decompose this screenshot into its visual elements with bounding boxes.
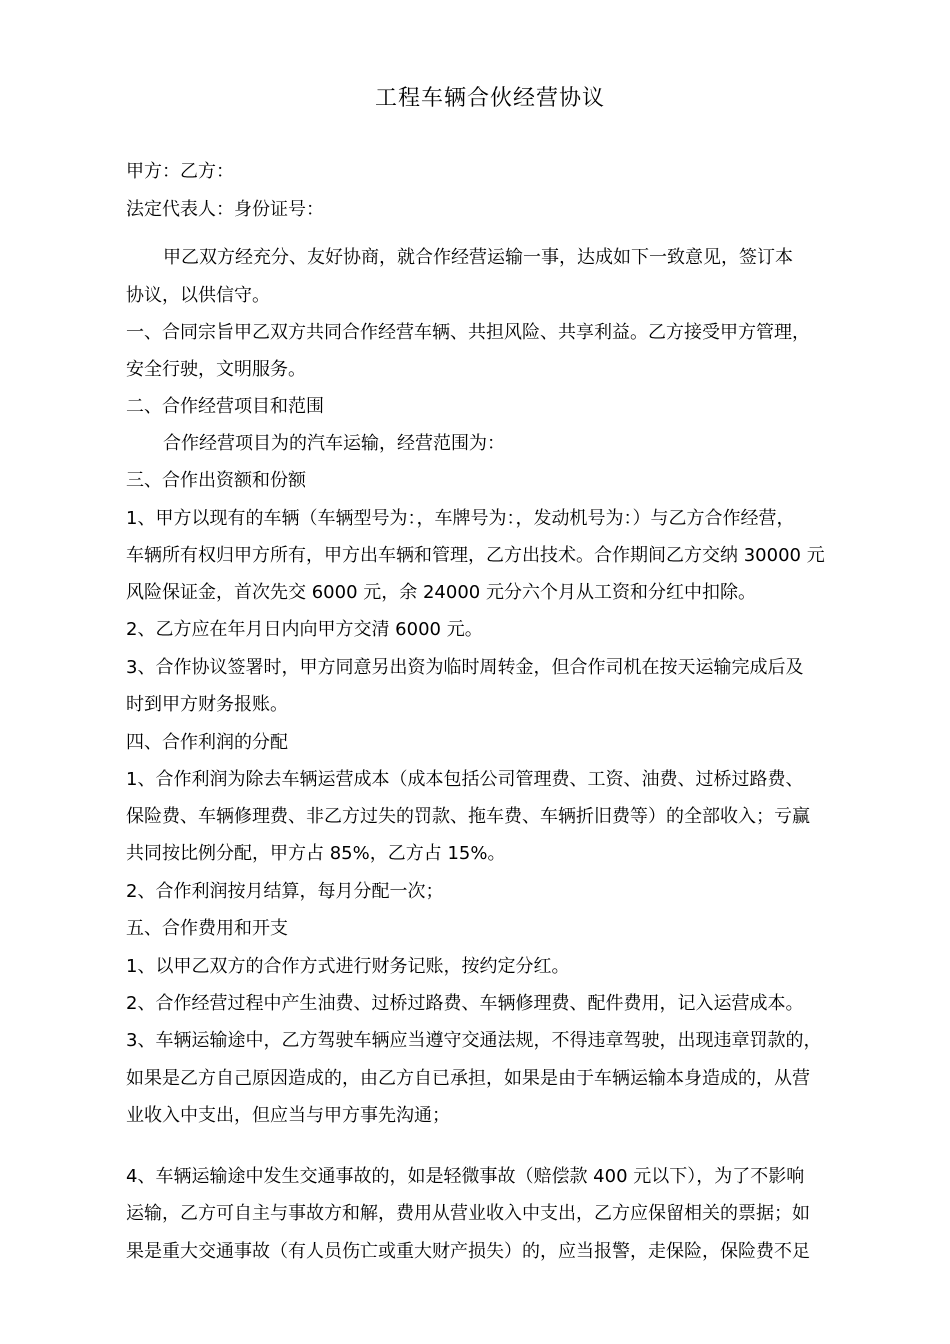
clause-line: 1、合作利润为除去车辆运营成本（成本包括公司管理费、工资、油费、过桥过路费、: [126, 769, 804, 790]
section-heading-line: 一、合同宗旨甲乙双方共同合作经营车辆、共担风险、共享利益。乙方接受甲方管理，: [126, 322, 810, 343]
paragraph-line: 业收入中支出，但应当与甲方事先沟通；: [126, 1105, 450, 1126]
document-title: 工程车辆合伙经营协议: [374, 86, 605, 111]
party-line: 甲方：乙方：: [126, 161, 234, 182]
paragraph-line: 安全行驶，文明服务。: [126, 359, 306, 380]
paragraph-line: 运输，乙方可自主与事故方和解，费用从营业收入中支出，乙方应保留相关的票据；如: [126, 1203, 810, 1224]
section-heading: 三、合作出资额和份额: [126, 470, 306, 491]
paragraph-line: 合作经营项目为的汽车运输，经营范围为：: [163, 433, 505, 454]
paragraph-line: 风险保证金，首次先交 6000 元，余 24000 元分六个月从工资和分红中扣除。: [126, 582, 756, 603]
representative-line: 法定代表人：身份证号：: [126, 199, 324, 220]
paragraph-line: 如果是乙方自己原因造成的，由乙方自已承担，如果是由于车辆运输本身造成的，从营: [126, 1068, 810, 1089]
clause-line: 2、乙方应在年月日内向甲方交清 6000 元。: [126, 619, 483, 640]
paragraph-line: 保险费、车辆修理费、非乙方过失的罚款、拖车费、车辆折旧费等）的全部收入；亏赢: [126, 806, 810, 827]
clause-line: 2、合作经营过程中产生油费、过桥过路费、车辆修理费、配件费用，记入运营成本。: [126, 993, 804, 1014]
section-heading: 四、合作利润的分配: [126, 732, 288, 753]
paragraph-line: 车辆所有权归甲方所有，甲方出车辆和管理，乙方出技术。合作期间乙方交纳 30000 元: [126, 545, 825, 566]
clause-line: 1、甲方以现有的车辆（车辆型号为：，车牌号为：，发动机号为：）与乙方合作经营，: [126, 508, 795, 529]
clause-line: 2、合作利润按月结算，每月分配一次；: [126, 881, 444, 902]
clause-line: 1、以甲乙双方的合作方式进行财务记账，按约定分红。: [126, 956, 570, 977]
section-heading: 五、合作费用和开支: [126, 918, 288, 939]
paragraph-line: 果是重大交通事故（有人员伤亡或重大财产损失）的，应当报警，走保险，保险费不足: [126, 1241, 810, 1262]
paragraph-line: 协议，以供信守。: [126, 285, 270, 306]
paragraph-line: 共同按比例分配，甲方占 85%，乙方占 15%。: [126, 843, 506, 864]
section-heading: 二、合作经营项目和范围: [126, 396, 324, 417]
clause-line: 3、车辆运输途中，乙方驾驶车辆应当遵守交通法规，不得违章驾驶，出现违章罚款的，: [126, 1030, 822, 1051]
paragraph-line: 甲乙双方经充分、友好协商，就合作经营运输一事，达成如下一致意见，签订本: [163, 247, 793, 268]
paragraph-line: 时到甲方财务报账。: [126, 694, 288, 715]
clause-line: 4、车辆运输途中发生交通事故的，如是轻微事故（赔偿款 400 元以下），为了不影响: [126, 1166, 805, 1187]
clause-line: 3、合作协议签署时，甲方同意另出资为临时周转金，但合作司机在按天运输完成后及: [126, 657, 804, 678]
